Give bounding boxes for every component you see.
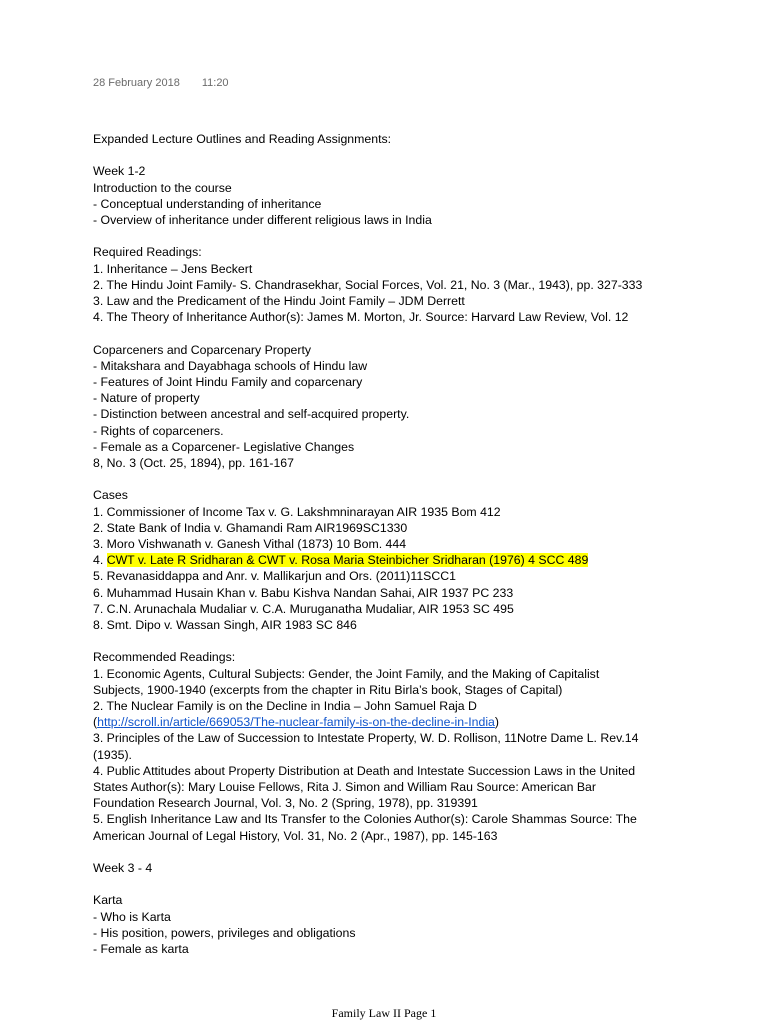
case-item: 8. Smt. Dipo v. Wassan Singh, AIR 1983 SC 846 [93,618,357,633]
bullet-item: - Distinction between ancestral and self-acquired property. [93,407,410,422]
recommended-readings-heading: Recommended Readings: [93,650,236,665]
reading-item: 4. Public Attitudes about Property Distribution at Death and Intestate Succession Laws in the United [93,763,636,778]
reading-item-continued: American Journal of Legal History, Vol. 31, No. 2 (Apr., 1987), pp. 145-163 [93,828,498,843]
reading-item: 1. Inheritance – Jens Beckert [93,261,253,276]
bullet-item: - Rights of coparceners. [93,423,224,438]
case-number: 4. [93,553,107,568]
reading-item: 3. Principles of the Law of Succession to Intestate Property, W. D. Rollison, 11Notre Dame L. Rev.14 [93,731,639,746]
case-item: 7. C.N. Arunachala Mudaliar v. C.A. Muruganatha Mudaliar, AIR 1953 SC 495 [93,601,514,616]
bullet-item: - Female as karta [93,942,189,957]
reading-item-continued: States Author(s): Mary Louise Fellows, Rita J. Simon and William Rau Source: American Bar [93,780,596,795]
text-line: 8, No. 3 (Oct. 25, 1894), pp. 161-167 [93,456,294,471]
paren-open: ( [93,715,98,730]
required-readings-heading: Required Readings: [93,245,202,260]
spacer [93,471,733,487]
reading-link-line [93,714,733,730]
note-timestamp [93,77,229,89]
bullet-item: - Features of Joint Hindu Family and coparcenary [93,375,363,389]
scroll-article-link[interactable]: http://scroll.in/article/669053/The-nuclear-family-is-on-the-decline-in-India [97,715,495,730]
case-item: 2. State Bank of India v. Ghamandi Ram AIR1969SC1330 [93,520,408,535]
case-item: 3. Moro Vishwanath v. Ganesh Vithal (1873) 10 Bom. 444 [93,537,407,552]
highlighted-text: CWT v. Late R Sridharan & CWT v. Rosa Maria Steinbicher Sridharan (1976) 4 SCC 489 [106,553,589,568]
spacer [93,876,733,892]
case-item: 6. Muhammad Husain Khan v. Babu Kishva Nandan Sahai, AIR 1937 PC 233 [93,585,514,600]
case-item: 1. Commissioner of Income Tax v. G. Lakshmninarayan AIR 1935 Bom 412 [93,504,501,519]
karta-heading: Karta [93,893,123,908]
reading-item: 1. Economic Agents, Cultural Subjects: Gender, the Joint Family, and the Making of Capitalist [93,666,600,681]
bullet-item: - Mitakshara and Dayabhaga schools of Hindu law [93,358,368,373]
note-time: 11:20 [201,77,229,89]
spacer [93,325,733,341]
document-body[interactable] [93,131,733,957]
bullet-item: - Who is Karta [93,909,171,924]
reading-item-continued: (1935). [93,747,132,762]
week-heading: Week 3 - 4 [93,861,153,876]
spacer [93,147,733,163]
bullet-item: - His position, powers, privileges and obligations [93,925,356,940]
reading-item: 2. The Nuclear Family is on the Decline in India – John Samuel Raja D [93,699,477,714]
spacer [93,633,733,649]
bullet-item: - Nature of property [93,391,200,406]
reading-item: 2. The Hindu Joint Family- S. Chandrasekhar, Social Forces, Vol. 21, No. 3 (Mar., 1943), pp. 327-333 [93,277,643,292]
reading-item: 5. English Inheritance Law and Its Transfer to the Colonies Author(s): Carole Shammas Source: The [93,812,637,827]
note-date: 28 February 2018 [93,77,180,89]
reading-item: 3. Law and the Predicament of the Hindu Joint Family – JDM Derrett [93,294,465,308]
bullet-item: - Overview of inheritance under different religious laws in India [93,213,432,227]
document-title: Expanded Lecture Outlines and Reading Assignments: [93,132,392,146]
bullet-item: - Conceptual understanding of inheritance [93,196,322,211]
intro-line: Introduction to the course [93,180,232,195]
case-item: 5. Revanasiddappa and Anr. v. Mallikarjun and Ors. (2011)11SCC1 [93,569,456,584]
cases-heading: Cases [93,488,128,503]
spacer [93,844,733,860]
reading-item-continued: Foundation Research Journal, Vol. 3, No. 2 (Spring, 1978), pp. 319391 [93,796,478,811]
page-footer: Family Law II Page 1 [331,1006,437,1020]
week-heading: Week 1-2 [93,164,146,179]
bullet-item: - Female as a Coparcener- Legislative Changes [93,439,355,454]
coparceners-heading: Coparceners and Coparcenary Property [93,342,312,357]
reading-item: 4. The Theory of Inheritance Author(s): James M. Morton, Jr. Source: Harvard Law Review, Vol. 12 [93,310,629,325]
reading-item-continued: Subjects, 1900-1940 (excerpts from the chapter in Ritu Birla’s book, Stages of Capital) [93,682,563,697]
paren-close: ) [494,715,499,730]
case-item-highlighted [93,552,733,568]
spacer [93,228,733,244]
